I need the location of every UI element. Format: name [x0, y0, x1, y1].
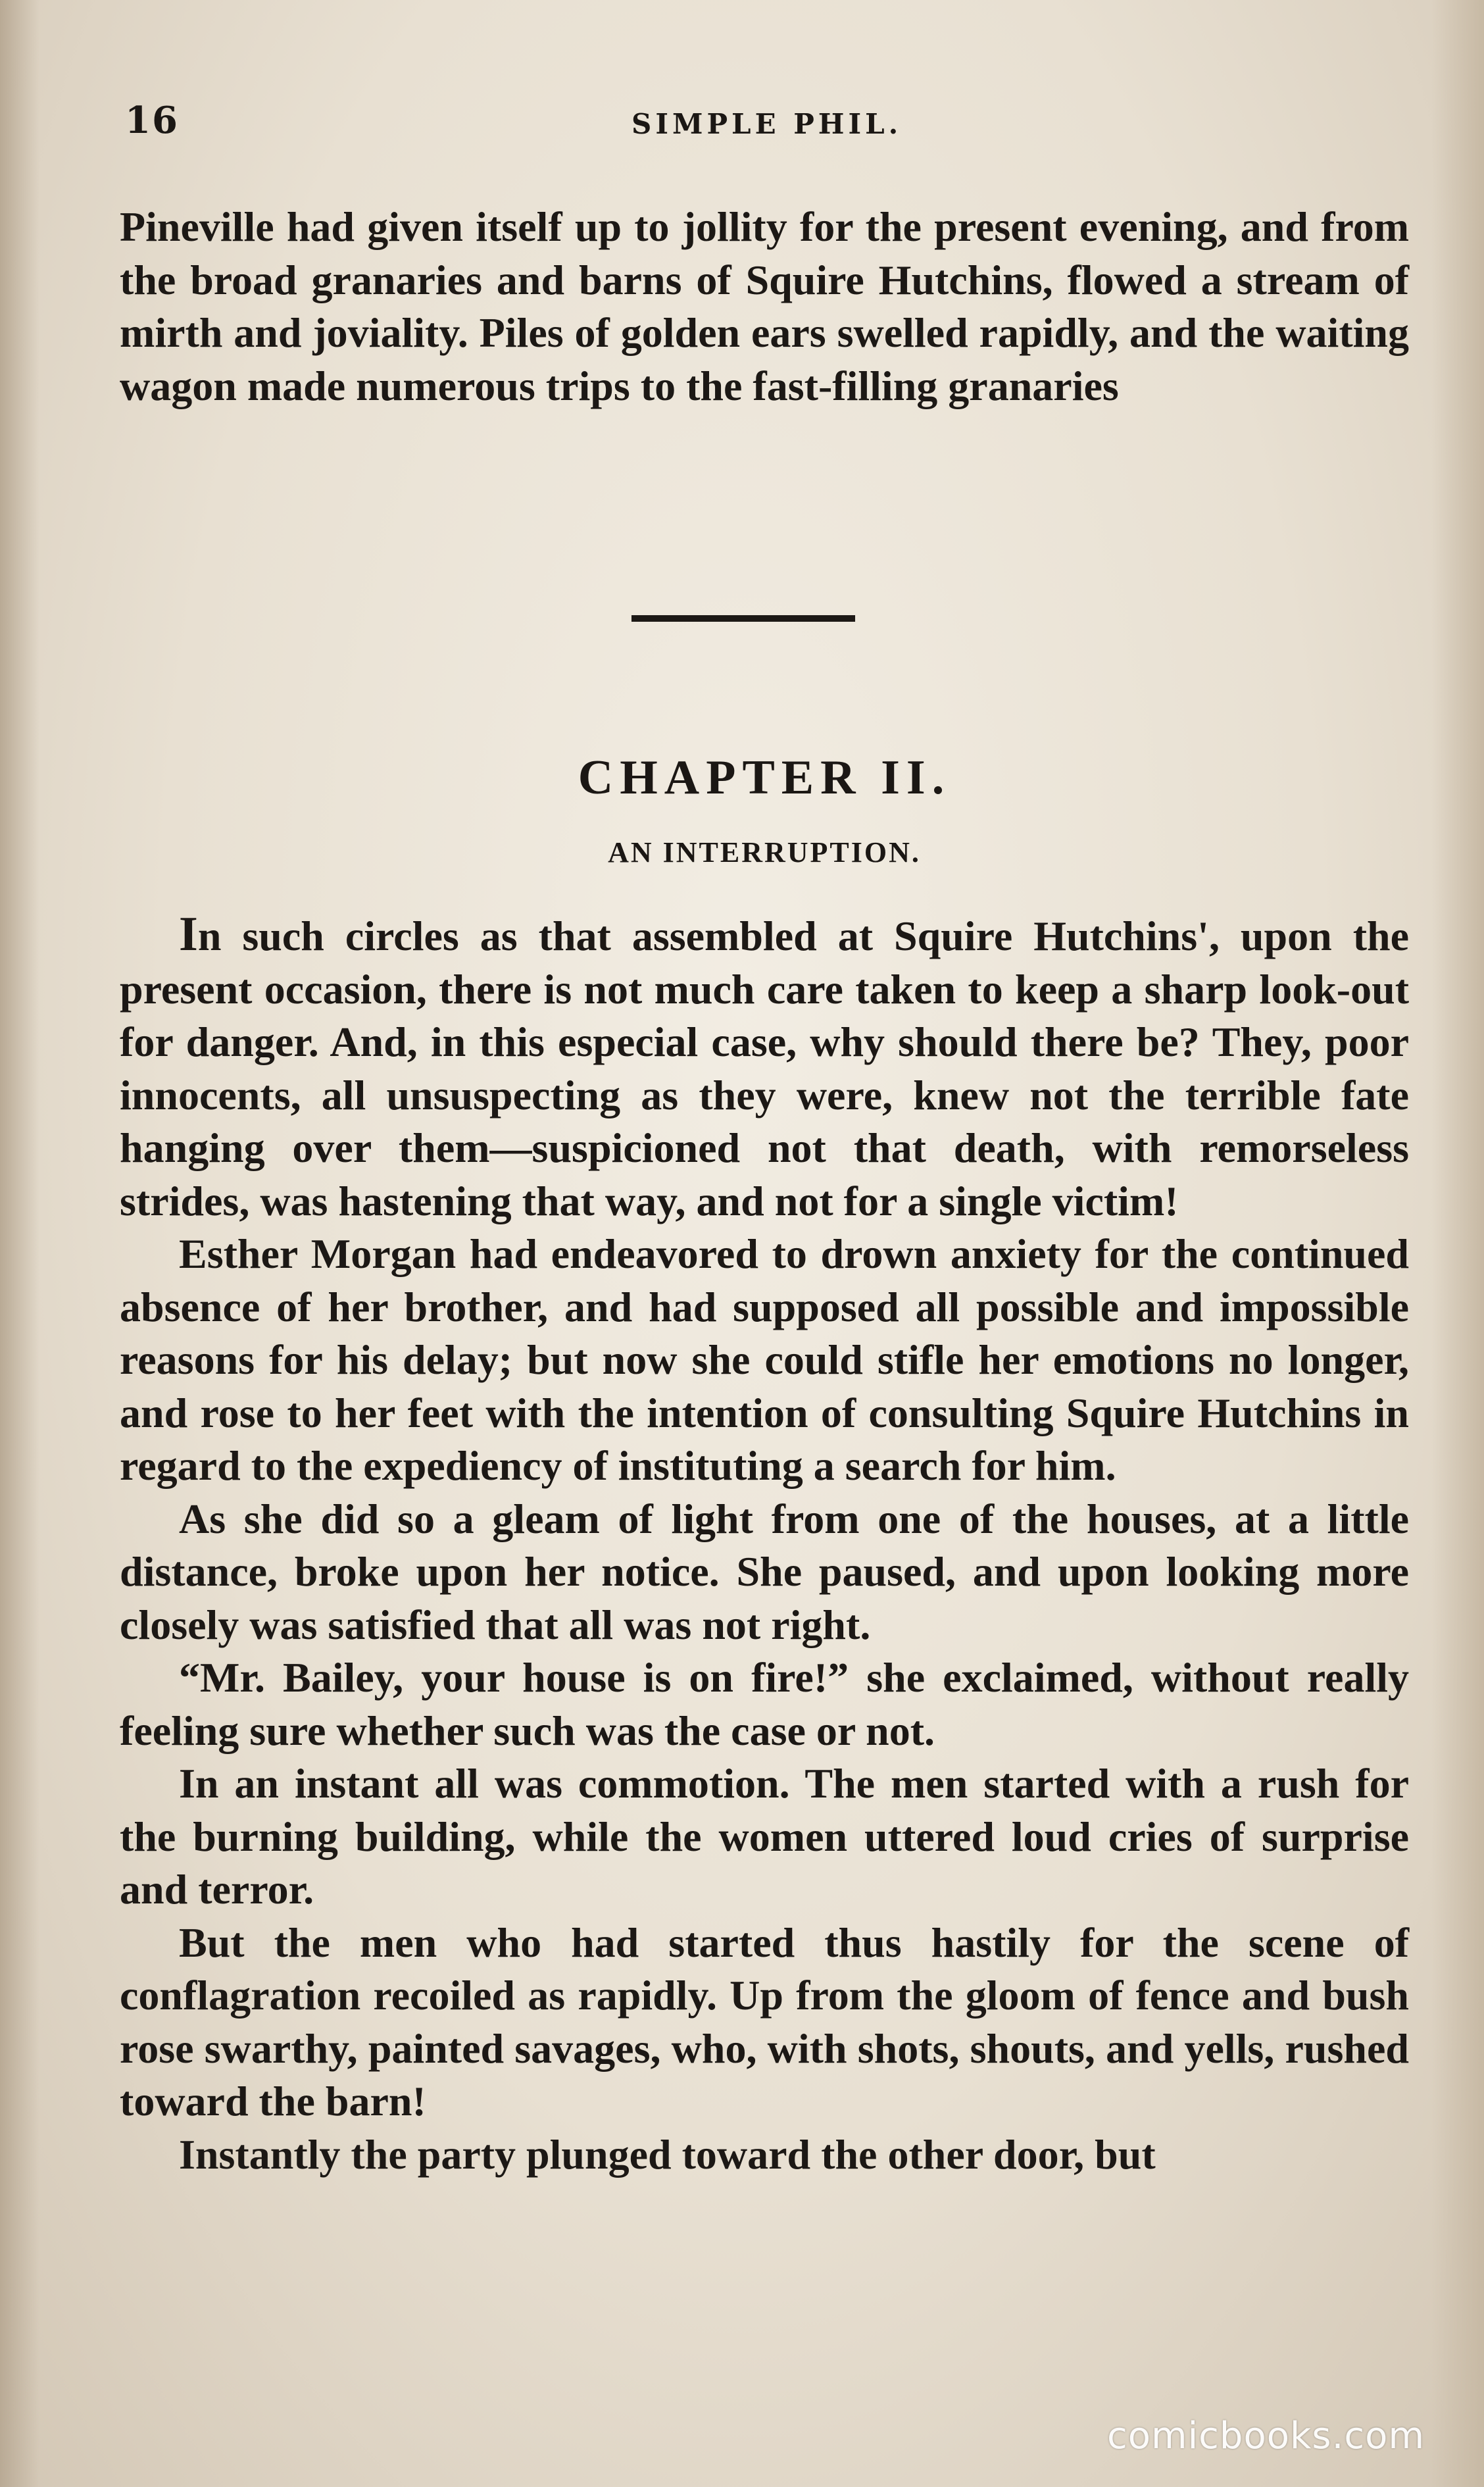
page-header	[125, 99, 1414, 151]
chapter-subtitle: AN INTERRUPTION.	[608, 836, 921, 868]
page-number: 16	[125, 99, 179, 142]
intro-paragraph: Pineville had given itself up to jollity for the present evening, and from the broad granaries and barns of Squire Hutchins, flowed a stream of mirth and joviality. Piles of golden ears swelled rapidly, and the waiting wagon made numerous trips to the fast-filling granaries	[120, 203, 1409, 409]
paragraph: In an instant all was commotion. The men started with a rush for the burning building, while the women uttered loud cries of surprise and terror.	[120, 1760, 1409, 1913]
running-head: SIMPLE PHIL.	[631, 108, 903, 140]
page-edge-shadow-left	[0, 0, 39, 2487]
chapter-title: CHAPTER II.	[578, 751, 951, 805]
paragraph: As she did so a gleam of light from one of the houses, at a little distance, broke upon her notice. She paused, and upon looking more closely was satisfied that all was not right.	[120, 1495, 1409, 1648]
section-divider-rule	[631, 615, 855, 622]
page-edge-shadow-right	[1431, 0, 1484, 2487]
paragraph: But the men who had started thus hastily for the scene of conflagration recoiled as rapidly. Up from the gloom of fence and bush rose swarthy, painted savages, who, with shots, shouts, and yells, rushed toward the barn!	[120, 1919, 1409, 2124]
paragraph: In such circles as that assembled at Squire Hutchins', upon the present occasion, there is not much care taken to keep a sharp look-out for danger. And, in this especial case, why should there be? They, poor innocents, all unsuspecting as they were, knew not the terrible fate hanging over them—suspicioned not that death, with remorseless strides, was hastening that way, and not for a single victim!	[120, 907, 1409, 1224]
watermark: comicbooks.com	[1106, 2415, 1425, 2457]
paragraph: Esther Morgan had endeavored to drown anxiety for the continued absence of her brother, and had supposed all possible and impossible reasons for his delay; but now she could stifle her emotions no longer, and rose to her feet with the intention of consulting Squire Hutchins in regard to the expediency of instituting a search for him.	[120, 1230, 1409, 1489]
paragraph: “Mr. Bailey, your house is on fire!” she exclaimed, without really feeling sure whether such was the case or not.	[120, 1654, 1409, 1754]
paragraph: Instantly the party plunged toward the other door, but	[179, 2130, 1156, 2178]
chapter-body	[120, 908, 1409, 2181]
